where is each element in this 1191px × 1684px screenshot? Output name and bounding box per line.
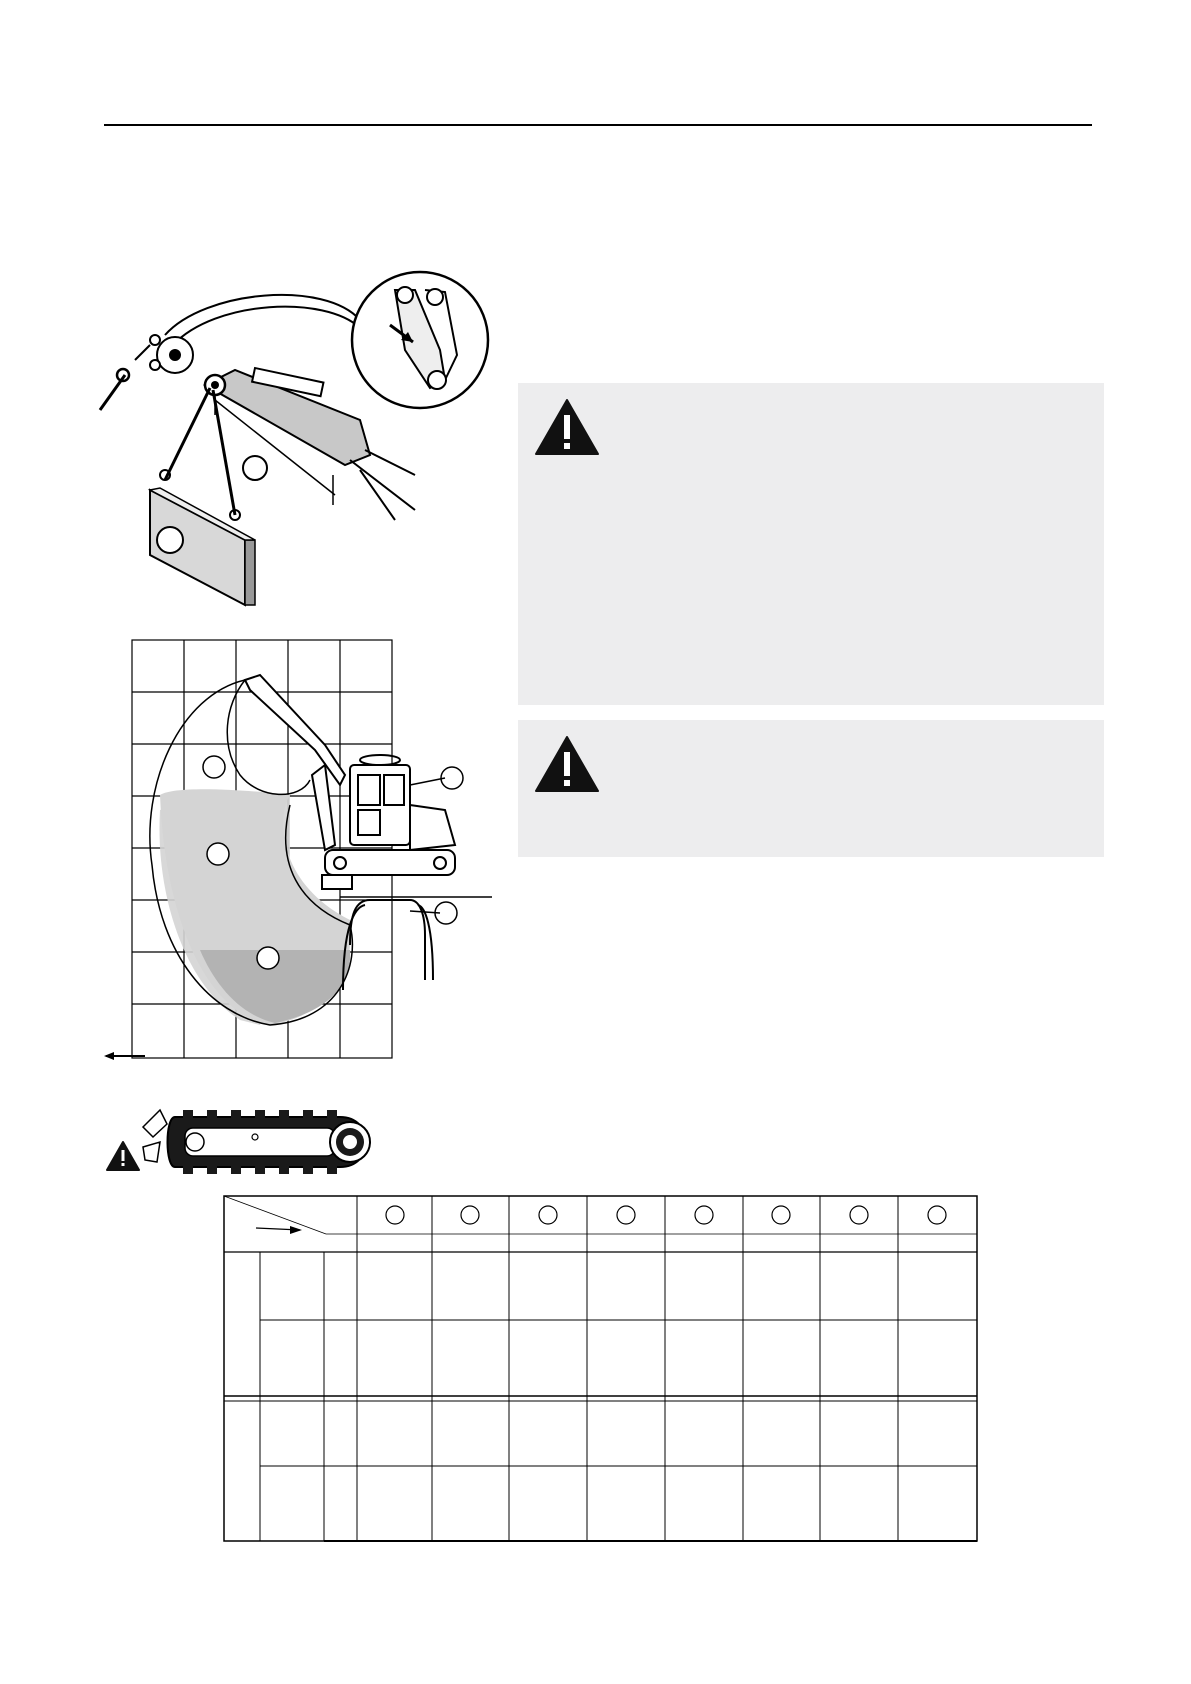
column-header-markers [386, 1206, 946, 1224]
